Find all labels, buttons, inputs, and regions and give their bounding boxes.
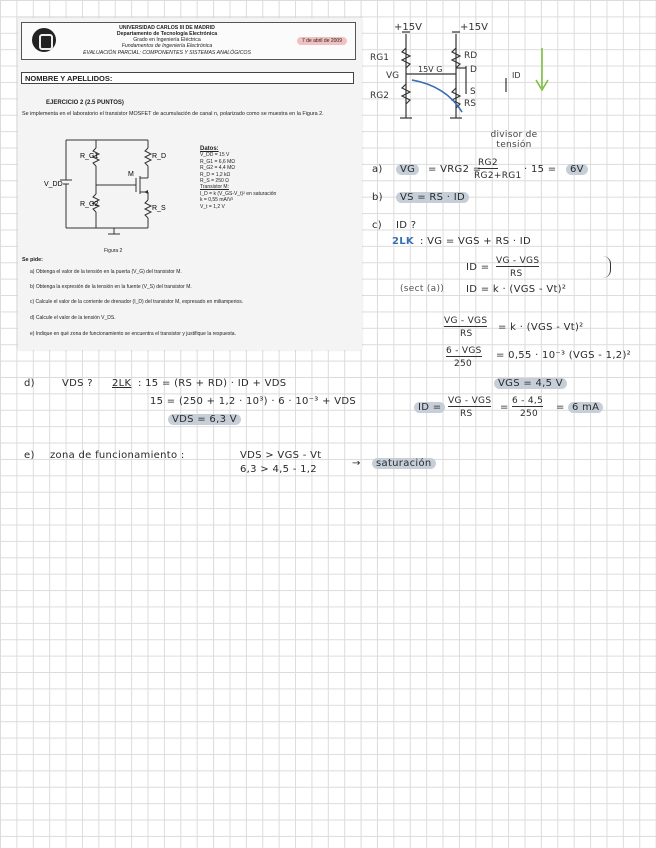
note-a-tail: · 15 = (524, 164, 557, 175)
sketch-vdd-left: +15V (394, 22, 422, 33)
note-e-cond2: 6,3 > 4,5 - 1,2 (240, 464, 317, 475)
note-e-text: zona de funcionamiento : (50, 450, 185, 461)
question-e: e) Indique en qué zona de funcionamiento se encuentra el transistor y justifique la respuesta. (30, 331, 236, 337)
sketch-rs: RS (464, 99, 476, 109)
datos-item: R_D = 1,2 kΩ (200, 171, 231, 178)
datos-item: Transistor M: (200, 184, 229, 191)
note-c-sect: (sect (a)) (400, 284, 445, 294)
note-d-question: VDS ? (62, 378, 93, 389)
note-c-eq2-den: RS (510, 269, 523, 279)
se-pide-heading: Se pide: (22, 257, 43, 263)
note-c-question: ID ? (396, 220, 417, 231)
note-a-den: RG2+RG1 (474, 171, 522, 181)
exam-printout (18, 18, 362, 350)
note-c-eq3: ID = k · (VGS - Vt)² (466, 284, 567, 295)
label-rg2: R_G2 (80, 201, 99, 208)
note-d-eq2: 15 = (250 + 1,2 · 10³) · 6 · 10⁻³ + VDS (150, 396, 357, 407)
note-c-eq4-den: RS (460, 329, 473, 339)
note-c-eq4-num: VG - VGS (444, 316, 488, 326)
note-c-eq5-num: 6 - VGS (446, 346, 482, 356)
department-name: Departamento de Tecnología Electrónica (116, 31, 218, 37)
datos-block (200, 146, 276, 210)
note-a-label: a) (372, 164, 383, 175)
datos-item: R_G2 = 4,4 MΩ (200, 165, 236, 172)
datos-item: V_t = 1,2 V (200, 203, 225, 210)
note-b-label: b) (372, 192, 383, 203)
degree-name: Grado en Ingeniería Eléctrica (133, 37, 201, 43)
datos-item: k = 0,55 mA/V² (200, 197, 234, 204)
sketch-s: S (470, 87, 476, 97)
note-d-eq1: : 15 = (RS + RD) · ID + VDS (138, 378, 287, 389)
note-d-label: d) (24, 378, 35, 389)
exam-date-badge: 7 de abril de 2009 (297, 37, 347, 45)
note-c-eq5-rhs: = 0,55 · 10⁻³ (VGS - 1,2)² (496, 350, 631, 361)
eq-sign: = (556, 402, 565, 413)
note-c-2lk: 2LK (392, 236, 414, 247)
note-c-eq4-rhs: = k · (VGS - Vt)² (498, 322, 584, 333)
exercise-intro: Se implementa en el laboratorio el transistor MOSFET de acumulación de canal n, polarizado como se muestra en la Figura 2. (22, 111, 324, 117)
eq-sign: = (500, 402, 509, 413)
note-c-eq1: : VG = VGS + RS · ID (420, 236, 532, 247)
note-c-id-den2: 250 (520, 409, 539, 419)
note-c-id-num1: VG - VGS (448, 396, 492, 406)
note-b-result: VS = RS · ID (396, 192, 469, 203)
datos-item: R_G1 = 6,6 MΩ (200, 158, 236, 165)
question-c: c) Calcule el valor de la corriente de drenador (I_D) del transistor M, expresado en miliamperios. (30, 299, 244, 305)
note-e-result: saturación (372, 458, 436, 469)
label-rs: R_S (152, 205, 166, 212)
note-c-vgs-result: VGS = 4,5 V (494, 378, 567, 389)
note-c-eq2-num: VG - VGS (496, 256, 540, 266)
note-e-label: e) (24, 450, 35, 461)
note-a-result: 6V (566, 164, 588, 175)
university-logo-icon (32, 28, 56, 52)
circuit-diagram (44, 136, 198, 248)
note-c-eq2: ID = (466, 262, 490, 273)
sketch-vdd-right: +15V (460, 22, 488, 33)
note-e-arrow: → (352, 458, 361, 469)
note-e-cond1: VDS > VGS - Vt (240, 450, 322, 461)
brace-mark (602, 256, 611, 278)
label-vdd: V_DD (44, 181, 63, 188)
exercise-title: EJERCICIO 2 (2.5 PUNTOS) (46, 100, 124, 106)
note-d-result: VDS = 6,3 V (168, 414, 241, 425)
name-field-label: NOMBRE Y APELLIDOS: (21, 72, 354, 84)
note-a-vg: VG (396, 164, 419, 175)
question-d: d) Calcule el valor de la tensión V_DS. (30, 315, 116, 321)
label-rd: R_D (152, 153, 167, 160)
course-name: Fundamentos de Ingeniería Electrónica (121, 43, 213, 49)
datos-title: Datos: (200, 146, 219, 152)
sketch-id: ID (512, 71, 521, 80)
datos-item: V_DD = 15 V (200, 152, 230, 159)
sketch-note: 15V G (418, 65, 443, 74)
question-b: b) Obtenga la expresión de la tensión en la fuente (V_S) del transistor M. (30, 284, 192, 290)
sketch-rd: RD (464, 51, 478, 61)
university-name: UNIVERSIDAD CARLOS III DE MADRID (119, 25, 215, 31)
note-c-id-result: 6 mA (568, 402, 603, 413)
evaluation-title: EVALUACIÓN PARCIAL: COMPONENTES Y SISTEMAS ANALÓGICOS (83, 50, 251, 56)
sketch-rg1: RG1 (370, 53, 389, 63)
note-c-id-lhs: ID = (414, 402, 445, 413)
sketch-d: D (470, 65, 477, 75)
figure-caption: Figura 2 (104, 248, 123, 254)
note-c-eq5-den: 250 (454, 359, 473, 369)
datos-item: I_D = k (V_GS-V_t)² en saturación (200, 190, 277, 197)
exam-header (21, 22, 356, 60)
sketch-vg: VG (386, 71, 400, 81)
note-c-label: c) (372, 220, 382, 231)
note-d-2lk: 2LK (112, 378, 132, 389)
hand-circuit-sketch (366, 18, 556, 143)
label-rg1: R_G1 (80, 153, 99, 160)
sketch-rg2: RG2 (370, 91, 389, 101)
question-a: a) Obtenga el valor de la tensión en la puerta (V_G) del transistor M. (30, 269, 182, 275)
note-c-id-den1: RS (460, 409, 473, 419)
blue-loop-stroke (412, 80, 462, 112)
note-a-num: RG2 (478, 158, 498, 168)
note-a-formula: = VRG2 = (428, 164, 482, 175)
note-c-id-num2: 6 - 4,5 (512, 396, 544, 406)
datos-item: R_S = 250 Ω (200, 178, 229, 185)
divisor-note: divisor de tensión (490, 130, 538, 150)
label-m: M (128, 171, 134, 178)
